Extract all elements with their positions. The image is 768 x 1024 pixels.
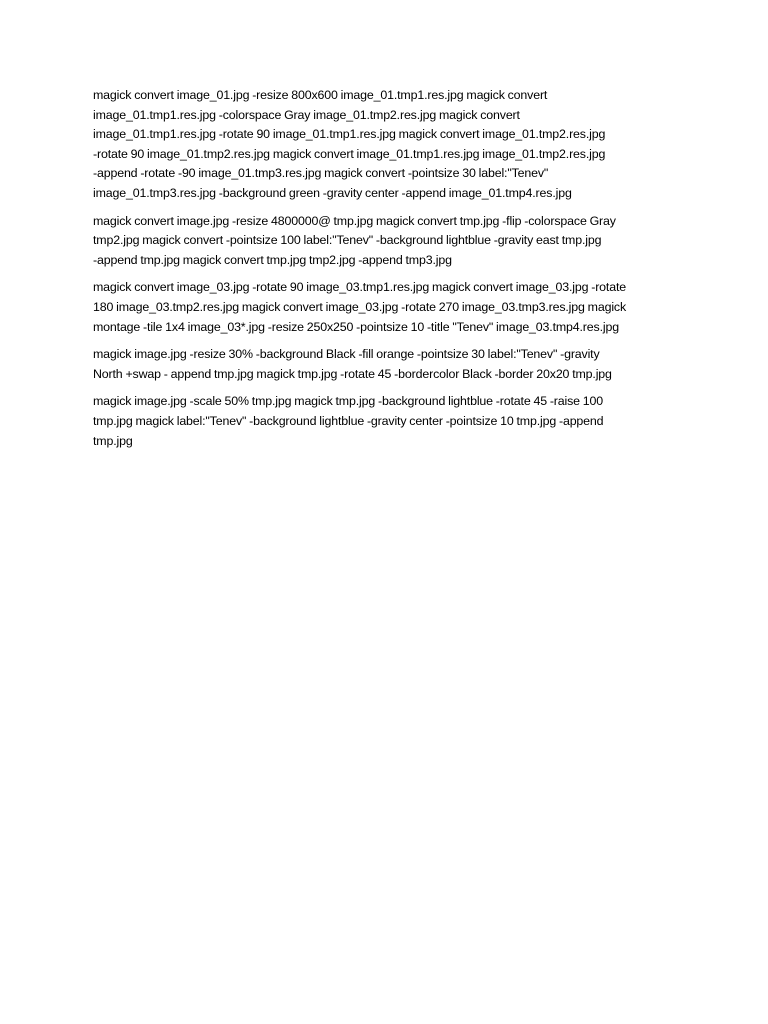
paragraph-2 xyxy=(93,212,681,271)
text-line: -append -rotate -90 image_01.tmp3.res.jpg magick convert -pointsize 30 label:"Tenev" xyxy=(93,166,549,181)
paragraph-3 xyxy=(93,278,681,337)
paragraph-4 xyxy=(93,345,681,384)
text-line: 180 image_03.tmp2.res.jpg magick convert image_03.jpg -rotate 270 image_03.tmp3.res.jpg magick xyxy=(93,299,627,314)
text-line: North +swap - append tmp.jpg magick tmp.jpg -rotate 45 -bordercolor Black -border 20x20 tmp.jpg xyxy=(93,366,612,381)
text-line: image_01.tmp1.res.jpg -rotate 90 image_01.tmp1.res.jpg magick convert image_01.tmp2.res.jpg xyxy=(93,127,606,142)
text-line: montage -tile 1x4 image_03*.jpg -resize 250x250 -pointsize 10 -title "Tenev" image_03.tmp4.res.jpg xyxy=(93,319,619,334)
text-line: -rotate 90 image_01.tmp2.res.jpg magick convert image_01.tmp1.res.jpg image_01.tmp2.res.jpg xyxy=(93,146,606,161)
text-line: magick convert image.jpg -resize 4800000@ tmp.jpg magick convert tmp.jpg -flip -colorspace Gray xyxy=(93,213,616,228)
paragraph-5 xyxy=(93,392,681,451)
text-line: magick image.jpg -scale 50% tmp.jpg magick tmp.jpg -background lightblue -rotate 45 -raise 100 xyxy=(93,394,604,409)
text-line: magick image.jpg -resize 30% -background Black -fill orange -pointsize 30 label:"Tenev" -gravity xyxy=(93,347,600,362)
text-line: image_01.tmp1.res.jpg -colorspace Gray image_01.tmp2.res.jpg magick convert xyxy=(93,107,520,122)
text-line: -append tmp.jpg magick convert tmp.jpg tmp2.jpg -append tmp3.jpg xyxy=(93,252,452,267)
text-line: magick convert image_03.jpg -rotate 90 image_03.tmp1.res.jpg magick convert image_03.jpg -rotate xyxy=(93,280,626,295)
text-line: image_01.tmp3.res.jpg -background green -gravity center -append image_01.tmp4.res.jpg xyxy=(93,185,572,200)
document-body xyxy=(93,86,681,459)
text-line: tmp.jpg magick label:"Tenev" -background lightblue -gravity center -pointsize 10 tmp.jpg -append xyxy=(93,413,604,428)
text-line: tmp2.jpg magick convert -pointsize 100 label:"Tenev" -background lightblue -gravity east tmp.jpg xyxy=(93,233,602,248)
text-line: tmp.jpg xyxy=(93,433,133,448)
paragraph-1 xyxy=(93,86,681,204)
text-line: magick convert image_01.jpg -resize 800x600 image_01.tmp1.res.jpg magick convert xyxy=(93,88,548,102)
